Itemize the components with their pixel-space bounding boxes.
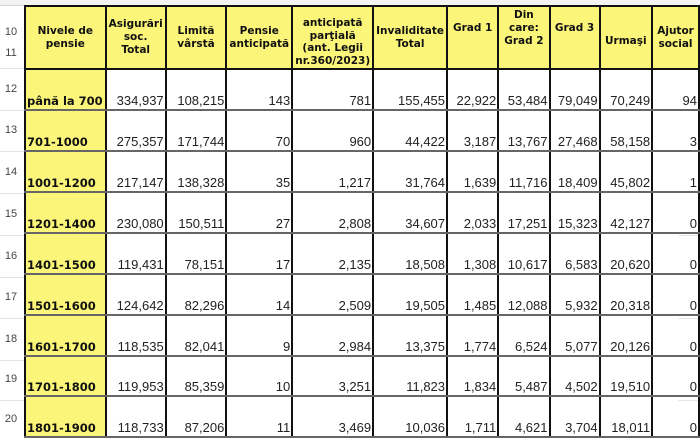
header-grad1-label: Grad 1 [452, 22, 493, 34]
cell-urmasi[interactable]: 19,510 [600, 356, 652, 396]
row-number-18[interactable]: 18 [4, 333, 18, 345]
cell-invaliditate[interactable]: 13,375 [373, 315, 447, 356]
cell-grad3[interactable]: 15,323 [550, 192, 600, 233]
table-row [25, 396, 699, 437]
cell-level[interactable]: 1401-1500 [25, 233, 106, 274]
cell-asigurari[interactable]: 118,733 [106, 396, 166, 437]
cell-urmasi[interactable]: 20,126 [600, 315, 652, 356]
cell-limita[interactable]: 108,215 [166, 69, 227, 110]
header-row [25, 6, 699, 69]
cell-anticipata[interactable]: 27 [226, 192, 292, 233]
table-row [25, 274, 699, 315]
table-row [25, 356, 699, 396]
pension-table [24, 5, 700, 438]
cell-invaliditate[interactable]: 34,607 [373, 192, 447, 233]
cell-anticipata[interactable]: 35 [226, 151, 292, 192]
cell-asigurari[interactable]: 124,642 [106, 274, 166, 315]
cell-urmasi[interactable]: 70,249 [600, 69, 652, 110]
cell-grad2[interactable]: 53,484 [498, 69, 549, 110]
cell-grad1[interactable]: 2,033 [447, 192, 498, 233]
cell-urmasi[interactable]: 58,158 [600, 110, 652, 151]
cell-invaliditate[interactable]: 19,505 [373, 274, 447, 315]
row-divider [0, 110, 24, 111]
header-anticipata[interactable]: Pensie anticipată [226, 6, 292, 69]
cell-ajutor[interactable]: 1 [652, 151, 699, 192]
cell-invaliditate[interactable]: 18,508 [373, 233, 447, 274]
cell-urmasi[interactable]: 42,127 [600, 192, 652, 233]
cell-ajutor[interactable]: 0 [652, 315, 699, 356]
header-anticipata-partiala[interactable]: anticipată parţială (ant. Legii nr.360/2023) [292, 6, 373, 69]
header-nivele[interactable]: Nivele de pensie [25, 6, 106, 69]
cell-ajutor[interactable]: 0 [652, 396, 699, 437]
cell-urmasi[interactable]: 20,620 [600, 233, 652, 274]
cell-limita[interactable]: 78,151 [166, 233, 227, 274]
row-number-19[interactable]: 19 [4, 373, 18, 385]
cell-grad1[interactable]: 1,639 [447, 151, 498, 192]
header-grad3[interactable] [550, 6, 600, 69]
cell-grad1[interactable]: 22,922 [447, 69, 498, 110]
cell-grad3[interactable]: 27,468 [550, 110, 600, 151]
cell-grad2[interactable]: 13,767 [498, 110, 549, 151]
cell-invaliditate[interactable]: 10,036 [373, 396, 447, 437]
row-divider [0, 193, 24, 194]
cell-anticipata[interactable]: 11 [226, 396, 292, 437]
cell-limita[interactable]: 82,041 [166, 315, 227, 356]
cell-grad1[interactable]: 1,485 [447, 274, 498, 315]
cell-grad2[interactable]: 17,251 [498, 192, 549, 233]
row-number-17[interactable]: 17 [4, 291, 18, 303]
cell-grad3[interactable]: 4,502 [550, 356, 600, 396]
cell-grad1[interactable]: 1,711 [447, 396, 498, 437]
table-row [25, 192, 699, 233]
cell-ajutor[interactable]: 0 [652, 192, 699, 233]
cell-anticipata-partiala[interactable]: 3,251 [292, 356, 373, 396]
cell-grad3[interactable]: 6,583 [550, 233, 600, 274]
cell-asigurari[interactable]: 334,937 [106, 69, 166, 110]
table-row [25, 69, 699, 110]
table-row [25, 110, 699, 151]
cell-anticipata-partiala[interactable]: 781 [292, 69, 373, 110]
cell-asigurari[interactable]: 119,953 [106, 356, 166, 396]
cell-anticipata[interactable]: 10 [226, 356, 292, 396]
cell-asigurari[interactable]: 230,080 [106, 192, 166, 233]
cell-ajutor[interactable]: 0 [652, 274, 699, 315]
cell-grad3[interactable]: 5,932 [550, 274, 600, 315]
cell-ajutor[interactable]: 0 [652, 356, 699, 396]
cell-asigurari[interactable]: 217,147 [106, 151, 166, 192]
row-divider [0, 360, 24, 361]
cell-grad2[interactable]: 5,487 [498, 356, 549, 396]
cell-ajutor[interactable]: 94 [652, 69, 699, 110]
cell-ajutor[interactable]: 0 [652, 233, 699, 274]
header-grad2[interactable] [498, 6, 549, 69]
cell-urmasi[interactable]: 18,011 [600, 396, 652, 437]
cell-grad3[interactable]: 18,409 [550, 151, 600, 192]
cell-anticipata[interactable]: 70 [226, 110, 292, 151]
cell-level[interactable]: 1801-1900 [25, 396, 106, 437]
cell-level[interactable]: 1001-1200 [25, 151, 106, 192]
cell-grad1[interactable]: 3,187 [447, 110, 498, 151]
cell-level[interactable]: 1201-1400 [25, 192, 106, 233]
row-number-13[interactable]: 13 [4, 124, 18, 136]
cell-invaliditate[interactable]: 155,455 [373, 69, 447, 110]
table-row [25, 233, 699, 274]
table-row [25, 315, 699, 356]
row-divider [0, 235, 24, 236]
cell-limita[interactable]: 150,511 [166, 192, 227, 233]
cell-invaliditate[interactable]: 11,823 [373, 356, 447, 396]
cell-anticipata-partiala[interactable]: 1,217 [292, 151, 373, 192]
row-divider [0, 68, 24, 69]
cell-anticipata[interactable]: 17 [226, 233, 292, 274]
row-divider [0, 151, 24, 152]
row-divider [0, 318, 24, 319]
cell-grad2[interactable]: 11,716 [498, 151, 549, 192]
header-asigurari[interactable]: Asigurări soc. Total [106, 6, 166, 69]
cell-asigurari[interactable]: 118,535 [106, 315, 166, 356]
cell-anticipata-partiala[interactable]: 960 [292, 110, 373, 151]
cell-grad3[interactable]: 5,077 [550, 315, 600, 356]
row-number-11[interactable]: 11 [5, 47, 17, 59]
cell-limita[interactable]: 85,359 [166, 356, 227, 396]
cell-level[interactable]: 1701-1800 [25, 356, 106, 396]
header-grad1[interactable] [447, 6, 498, 69]
header-din-care: Din care: [508, 9, 539, 34]
header-grad2-label: Grad 2 [504, 35, 544, 47]
row-number-14[interactable]: 14 [4, 166, 18, 178]
cell-grad3[interactable]: 79,049 [550, 69, 600, 110]
cell-asigurari[interactable]: 119,431 [106, 233, 166, 274]
cell-grad1[interactable]: 1,308 [447, 233, 498, 274]
cell-anticipata[interactable]: 9 [226, 315, 292, 356]
row-number-20[interactable]: 20 [4, 413, 18, 425]
cell-urmasi[interactable]: 20,318 [600, 274, 652, 315]
row-divider [0, 277, 24, 278]
cell-anticipata-partiala[interactable]: 2,808 [292, 192, 373, 233]
header-limita[interactable]: Limită vârstă [166, 6, 227, 69]
header-urmasi[interactable]: Urmaşi [600, 6, 652, 69]
cell-grad2[interactable]: 12,088 [498, 274, 549, 315]
cell-limita[interactable]: 171,744 [166, 110, 227, 151]
cell-anticipata[interactable]: 14 [226, 274, 292, 315]
cell-anticipata[interactable]: 143 [226, 69, 292, 110]
cell-invaliditate[interactable]: 31,764 [373, 151, 447, 192]
cell-invaliditate[interactable]: 44,422 [373, 110, 447, 151]
cell-limita[interactable]: 82,296 [166, 274, 227, 315]
header-invaliditate[interactable]: Invaliditate Total [373, 6, 447, 69]
cell-level[interactable]: 1601-1700 [25, 315, 106, 356]
row-number-15[interactable]: 15 [4, 208, 18, 220]
row-divider [0, 400, 24, 401]
table-row [25, 151, 699, 192]
cell-grad1[interactable]: 1,834 [447, 356, 498, 396]
cell-limita[interactable]: 138,328 [166, 151, 227, 192]
cell-grad2[interactable]: 6,524 [498, 315, 549, 356]
cell-grad2[interactable]: 10,617 [498, 233, 549, 274]
cell-urmasi[interactable]: 45,802 [600, 151, 652, 192]
cell-grad3[interactable]: 3,704 [550, 396, 600, 437]
header-ajutor[interactable]: Ajutor social [652, 6, 699, 69]
cell-limita[interactable]: 87,206 [166, 396, 227, 437]
row-number-16[interactable]: 16 [4, 250, 18, 262]
cell-level[interactable]: 1501-1600 [25, 274, 106, 315]
cell-ajutor[interactable]: 3 [652, 110, 699, 151]
row-number-10[interactable]: 10 [4, 26, 18, 38]
cell-grad1[interactable]: 1,774 [447, 315, 498, 356]
cell-anticipata-partiala[interactable]: 3,469 [292, 396, 373, 437]
cell-anticipata-partiala[interactable]: 2,984 [292, 315, 373, 356]
cell-asigurari[interactable]: 275,357 [106, 110, 166, 151]
cell-level[interactable]: până la 700 [25, 69, 106, 110]
cell-grad2[interactable]: 4,621 [498, 396, 549, 437]
header-grad3-label: Grad 3 [554, 22, 595, 34]
row-number-12[interactable]: 12 [4, 83, 18, 95]
cell-anticipata-partiala[interactable]: 2,135 [292, 233, 373, 274]
cell-level[interactable]: 701-1000 [25, 110, 106, 151]
cell-anticipata-partiala[interactable]: 2,509 [292, 274, 373, 315]
